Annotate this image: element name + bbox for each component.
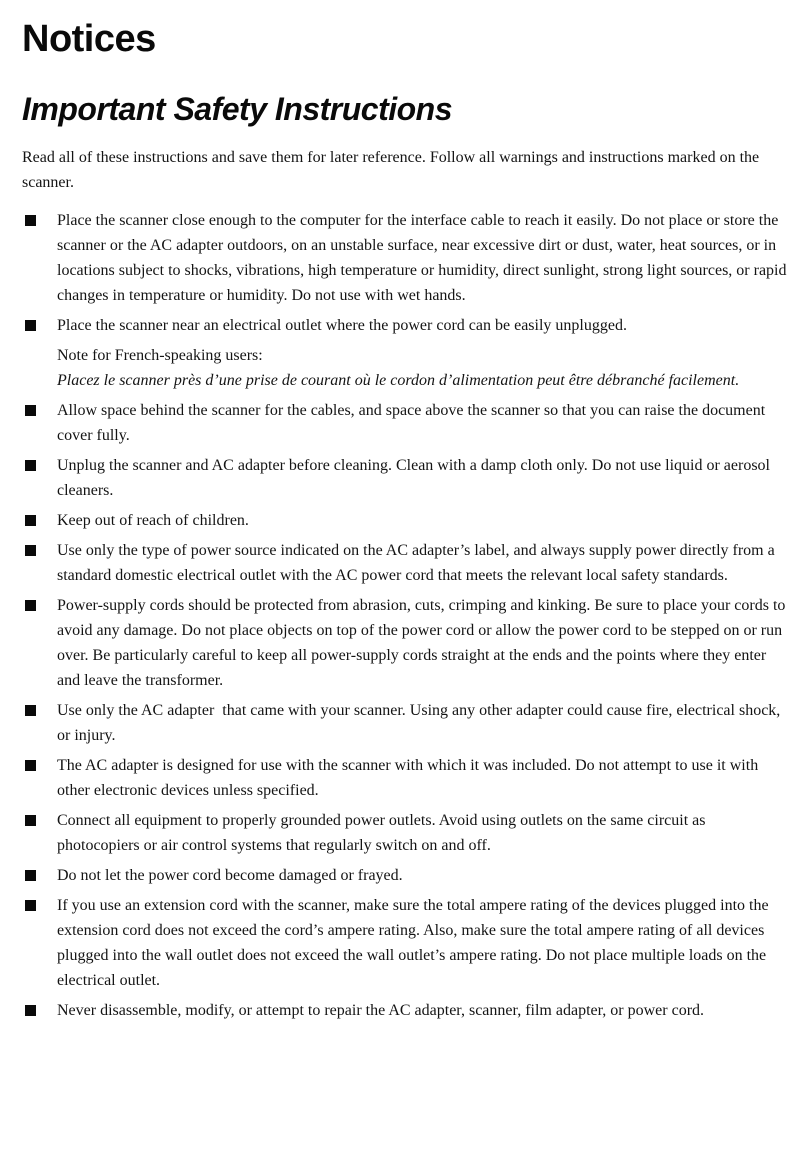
- list-item-text: Do not let the power cord become damaged or frayed.: [57, 867, 403, 884]
- list-item-text: Power-supply cords should be protected from abrasion, cuts, crimping and kinking. Be sure to place your cords to avoid any damage. Do not place objects on top of the power cord or allow the power cord to be stepped on or run over. Be particularly careful to keep all power-supply cords straight at the ends and the points where they enter and leave the transformer.: [57, 597, 790, 689]
- safety-instructions-list: [22, 208, 792, 1023]
- list-item-text: Keep out of reach of children.: [57, 512, 249, 529]
- section-title: Important Safety Instructions: [22, 91, 452, 127]
- list-item: [22, 593, 792, 693]
- bullet-square-icon: [25, 760, 36, 771]
- list-item: [22, 453, 792, 503]
- bullet-square-icon: [25, 705, 36, 716]
- bullet-square-icon: [25, 900, 36, 911]
- french-note-text: Placez le scanner près d’une prise de courant où le cordon d’alimentation peut être débranché facilement.: [57, 372, 740, 389]
- bullet-square-icon: [25, 460, 36, 471]
- list-item: [22, 893, 792, 993]
- page-title: Notices: [22, 18, 156, 60]
- list-item: [22, 538, 792, 588]
- list-item-text: Use only the type of power source indicated on the AC adapter’s label, and always supply power directly from a standard domestic electrical outlet with the AC power cord that meets the relevant local safety standards.: [57, 542, 779, 584]
- list-item: [22, 808, 792, 858]
- french-note-heading: Note for French-speaking users:: [57, 347, 263, 364]
- bullet-square-icon: [25, 320, 36, 331]
- bullet-square-icon: [25, 815, 36, 826]
- list-item: [22, 753, 792, 803]
- list-item: [22, 398, 792, 448]
- list-item-text: Place the scanner near an electrical outlet where the power cord can be easily unplugged.: [57, 317, 627, 334]
- list-item-text: Allow space behind the scanner for the cables, and space above the scanner so that you can raise the document cover fully.: [57, 402, 770, 444]
- list-item-text: Place the scanner close enough to the computer for the interface cable to reach it easily. Do not place or store the scanner or the AC adapter outdoors, on an unstable surface, near excessive dirt or dust, water, heat sources, or in locations subject to shocks, vibrations, high temperature or humidity, direct sunlight, strong light sources, or rapid changes in temperature or humidity. Do not use with wet hands.: [57, 212, 791, 304]
- intro-paragraph: Read all of these instructions and save them for later reference. Follow all warnings and instructions marked on the scanner.: [22, 149, 764, 191]
- bullet-square-icon: [25, 870, 36, 881]
- bullet-square-icon: [25, 545, 36, 556]
- bullet-square-icon: [25, 1005, 36, 1016]
- list-item-text: If you use an extension cord with the scanner, make sure the total ampere rating of the devices plugged into the extension cord does not exceed the cord’s ampere rating. Also, make sure the total ampere rating of all devices plugged into the wall outlet does not exceed the wall outlet’s ampere rating. Do not place multiple loads on the electrical outlet.: [57, 897, 773, 989]
- bullet-square-icon: [25, 600, 36, 611]
- french-note: [57, 343, 792, 393]
- list-item: [22, 998, 792, 1023]
- bullet-square-icon: [25, 215, 36, 226]
- list-item: [22, 508, 792, 533]
- list-item-text: Never disassemble, modify, or attempt to repair the AC adapter, scanner, film adapter, or power cord.: [57, 1002, 705, 1019]
- list-item: [22, 698, 792, 748]
- list-item: [22, 863, 792, 888]
- list-item-text: Connect all equipment to properly grounded power outlets. Avoid using outlets on the same circuit as photocopiers or air control systems that regularly switch on and off.: [57, 812, 710, 854]
- list-item: [22, 208, 792, 308]
- list-item-text: Use only the AC adapter that came with your scanner. Using any other adapter could cause fire, electrical shock, or injury.: [57, 702, 785, 744]
- list-item-text: The AC adapter is designed for use with the scanner with which it was included. Do not attempt to use it with other electronic devices unless specified.: [57, 757, 763, 799]
- bullet-square-icon: [25, 515, 36, 526]
- list-item-text: Unplug the scanner and AC adapter before cleaning. Clean with a damp cloth only. Do not use liquid or aerosol cleaners.: [57, 457, 774, 499]
- bullet-square-icon: [25, 405, 36, 416]
- list-item: [22, 313, 792, 338]
